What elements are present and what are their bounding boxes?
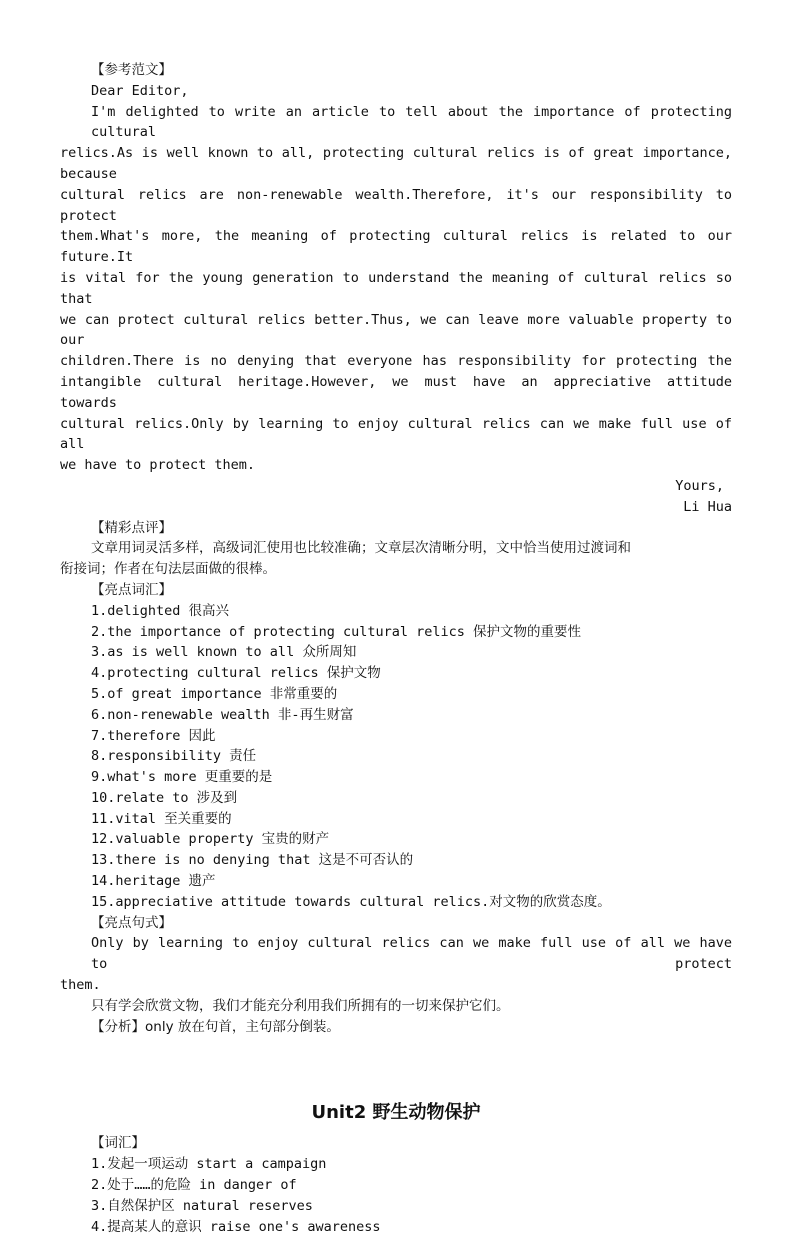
essay-line: children.There is no denying that everyone has responsibility for protecting the: [60, 353, 732, 370]
vocab-item: 11.vital 至关重要的: [91, 810, 232, 827]
essay-line: I'm delighted to write an article to tell about the importance of protecting cultural: [91, 103, 732, 141]
essay-line: cultural relics are non-renewable wealth.Therefore, it's our responsibility to protect: [60, 186, 732, 224]
review-text-line: 文章用词灵活多样，高级词汇使用也比较准确；文章层次清晰分明，文中恰当使用过渡词和: [91, 540, 631, 557]
vocab-item: 4.protecting cultural relics 保护文物: [91, 665, 381, 682]
unit2-vocab-item: 3.自然保护区 natural reserves: [91, 1197, 313, 1214]
essay-line: them.What's more, the meaning of protecting cultural relics is related to our future.It: [60, 228, 732, 266]
essay-line: cultural relics.Only by learning to enjoy cultural relics can we make full use of all: [60, 415, 732, 453]
unit2-vocab-heading: 【词汇】: [91, 1135, 145, 1152]
essay-line: we have to protect them.: [60, 457, 256, 474]
essay-line: relics.As is well known to all, protecting cultural relics is of great importance, because: [60, 145, 732, 182]
vocab-item: 2.the importance of protecting cultural relics 保护文物的重要性: [91, 623, 582, 640]
vocab-item: 1.delighted 很高兴: [91, 602, 230, 619]
review-text-line: 衔接词；作者在句法层面做的很棒。: [60, 561, 276, 578]
essay-salutation: Dear Editor,: [91, 82, 189, 99]
vocab-item: 9.what's more 更重要的是: [91, 769, 273, 786]
vocab-heading: 【亮点词汇】: [91, 581, 172, 598]
sentence-english-line: Only by learning to enjoy cultural relics can we make full use of all we have to protect: [91, 935, 732, 973]
essay-heading: 【参考范文】: [91, 62, 172, 78]
essay-line: is vital for the young generation to understand the meaning of cultural relics so that: [60, 269, 732, 307]
sentence-chinese: 只有学会欣赏文物，我们才能充分利用我们所拥有的一切来保护它们。: [91, 997, 510, 1014]
vocab-item: 15.appreciative attitude towards cultural relics.对文物的欣赏态度。: [91, 893, 611, 910]
unit2-vocab-item: 4.提高某人的意识 raise one's awareness: [91, 1218, 381, 1235]
unit2-title: Unit2 野生动物保护: [311, 1102, 481, 1124]
unit2-vocab-list: [60, 1154, 732, 1237]
sentence-heading: 【亮点句式】: [91, 914, 172, 931]
review-heading: 【精彩点评】: [91, 519, 172, 536]
essay-line: intangible cultural heritage.However, we must have an appreciative attitude towards: [60, 373, 732, 411]
sentence-english-line: them.: [60, 977, 101, 994]
essay-body: [60, 102, 732, 476]
unit2-vocab-item: 2.处于……的危险 in danger of: [91, 1177, 297, 1194]
unit2-vocab-item: 1.发起一项运动 start a campaign: [91, 1156, 327, 1173]
document-page: [60, 60, 732, 1237]
vocab-item: 13.there is no denying that 这是不可否认的: [91, 852, 414, 869]
vocab-item: 5.of great importance 非常重要的: [91, 685, 338, 702]
vocab-item: 7.therefore 因此: [91, 727, 216, 744]
vocab-item: 6.non-renewable wealth 非-再生财富: [91, 706, 354, 723]
sentence-analysis: 【分析】only 放在句首，主句部分倒装。: [91, 1018, 340, 1035]
essay-signature: Li Hua: [683, 498, 732, 515]
vocab-item: 10.relate to 涉及到: [91, 789, 238, 806]
vocab-item: 14.heritage 遗产: [91, 873, 216, 890]
essay-closing: Yours,: [675, 477, 724, 494]
vocab-item: 8.responsibility 责任: [91, 748, 257, 765]
vocab-item: 12.valuable property 宝贵的财产: [91, 831, 330, 848]
vocab-item: 3.as is well known to all 众所周知: [91, 644, 357, 661]
essay-line: we can protect cultural relics better.Thus, we can leave more valuable property to our: [60, 311, 732, 349]
vocab-list: [60, 601, 732, 913]
